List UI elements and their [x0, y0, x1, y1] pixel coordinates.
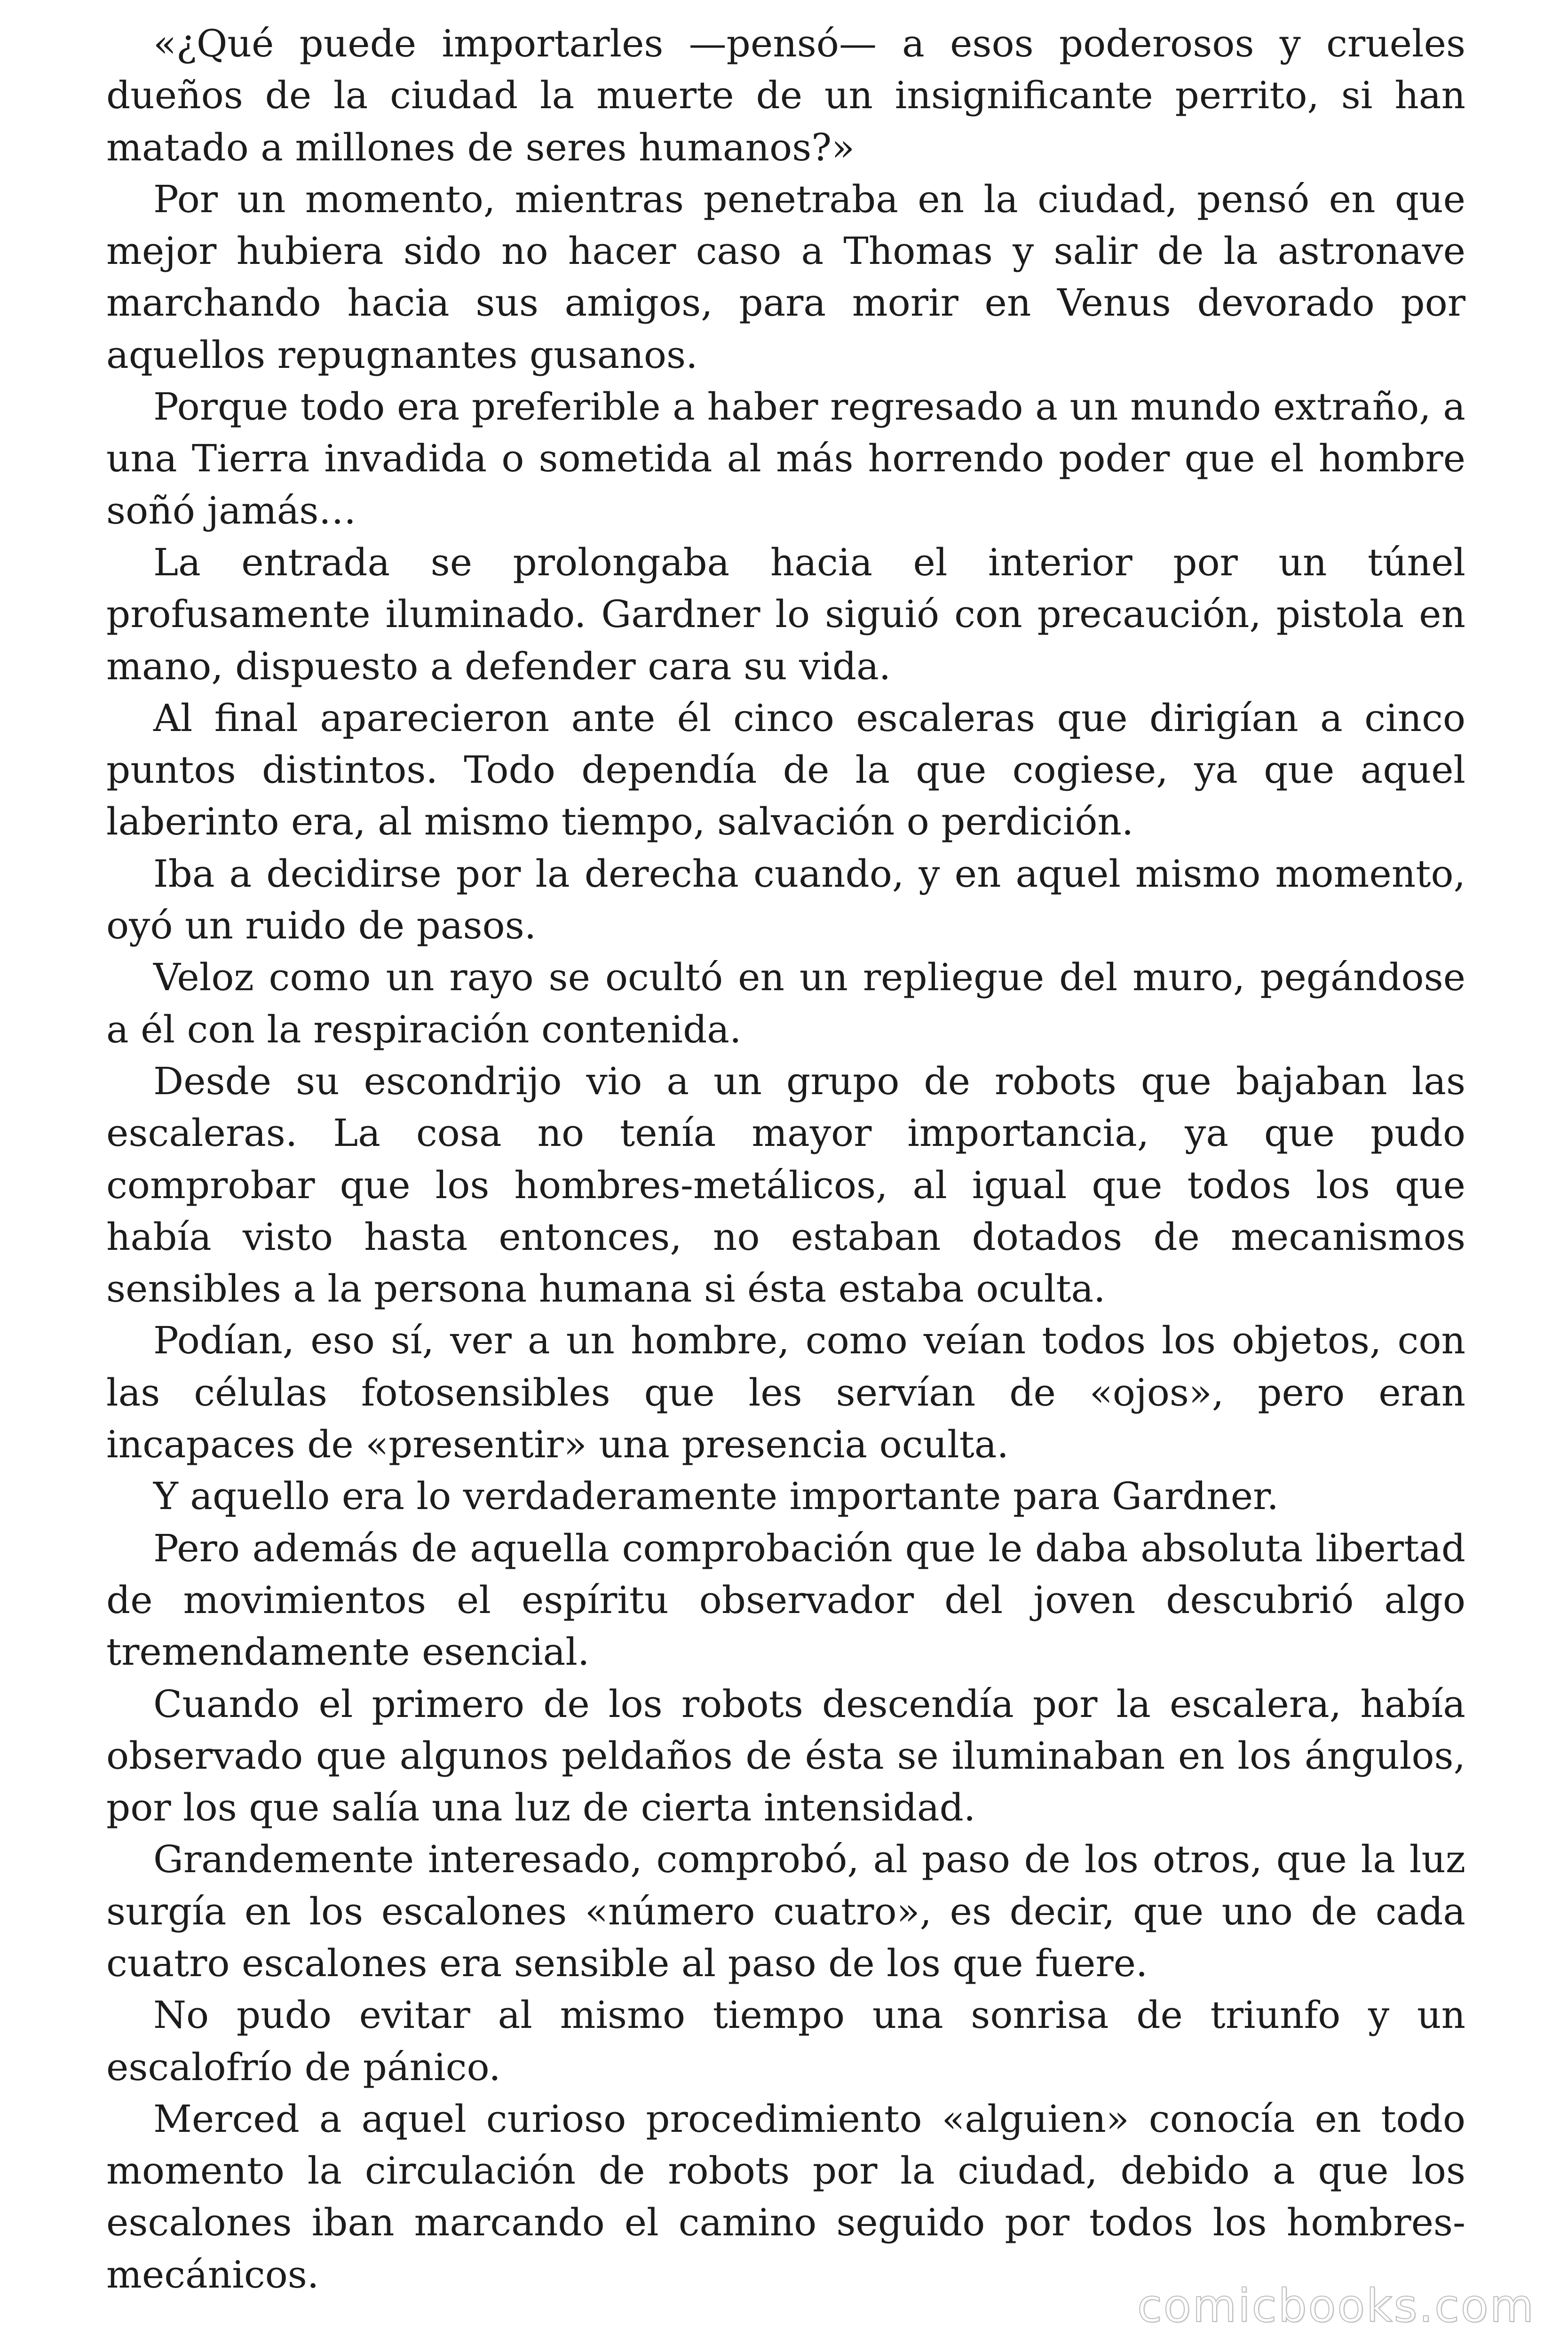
paragraph: Iba a decidirse por la derecha cuando, y en aquel mismo momento, oyó un ruido de pasos. [106, 851, 1465, 948]
paragraph: Pero además de aquella comprobación que le daba absoluta libertad de movimientos el espíritu observador del joven descubrió algo tremendamente esencial. [106, 1526, 1465, 1674]
paragraph: Merced a aquel curioso procedimiento «alguien» conocía en todo momento la circulación de robots por la ciudad, debido a que los escalones iban marcando el camino seguido por todos los hombres-mecánicos. [106, 2097, 1465, 2296]
paragraph: Y aquello era lo verdaderamente importante para Gardner. [153, 1474, 1279, 1518]
paragraph: «¿Qué puede importarles —pensó— a esos poderosos y crueles dueños de la ciudad la muerte de un insignificante perrito, si han matado a millones de seres humanos?» [106, 22, 1465, 169]
page-text [106, 18, 1465, 2301]
paragraph: Porque todo era preferible a haber regresado a un mundo extraño, a una Tierra invadida o sometida al más horrendo poder que el hombre soñó jamás… [106, 385, 1465, 532]
paragraph: Al final aparecieron ante él cinco escaleras que dirigían a cinco puntos distintos. Todo dependía de la que cogiese, ya que aquel laberinto era, al mismo tiempo, salvación o perdición. [106, 696, 1465, 844]
paragraph: Grandemente interesado, comprobó, al paso de los otros, que la luz surgía en los escalones «número cuatro», es decir, que uno de cada cuatro escalones era sensible al paso de los que fuere. [106, 1837, 1465, 1985]
paragraph: Desde su escondrijo vio a un grupo de robots que bajaban las escaleras. La cosa no tenía mayor importancia, ya que pudo comprobar que los hombres-metálicos, al igual que todos los que había visto hasta entonces, no estaban dotados de mecanismos sensibles a la persona humana si ésta estaba oculta. [106, 1059, 1465, 1311]
paragraph: Por un momento, mientras penetraba en la ciudad, pensó en que mejor hubiera sido no hacer caso a Thomas y salir de la astronave marchando hacia sus amigos, para morir en Venus devorado por aquellos repugnantes gusanos. [106, 177, 1465, 377]
paragraph: Cuando el primero de los robots descendía por la escalera, había observado que algunos peldaños de ésta se iluminaban en los ángulos, por los que salía una luz de cierta intensidad. [106, 1682, 1465, 1830]
paragraph: No pudo evitar al mismo tiempo una sonrisa de triunfo y un escalofrío de pánico. [106, 1993, 1465, 2089]
paragraph: Veloz como un rayo se ocultó en un repliegue del muro, pegándose a él con la respiración contenida. [106, 955, 1465, 1051]
paragraph: La entrada se prolongaba hacia el interior por un túnel profusamente iluminado. Gardner lo siguió con precaución, pistola en mano, dispuesto a defender cara su vida. [106, 540, 1465, 688]
watermark: comicbooks.com [1137, 2280, 1535, 2332]
paragraph: Podían, eso sí, ver a un hombre, como veían todos los objetos, con las células fotosensibles que les servían de «ojos», pero eran incapaces de «presentir» una presencia oculta. [106, 1319, 1465, 1467]
